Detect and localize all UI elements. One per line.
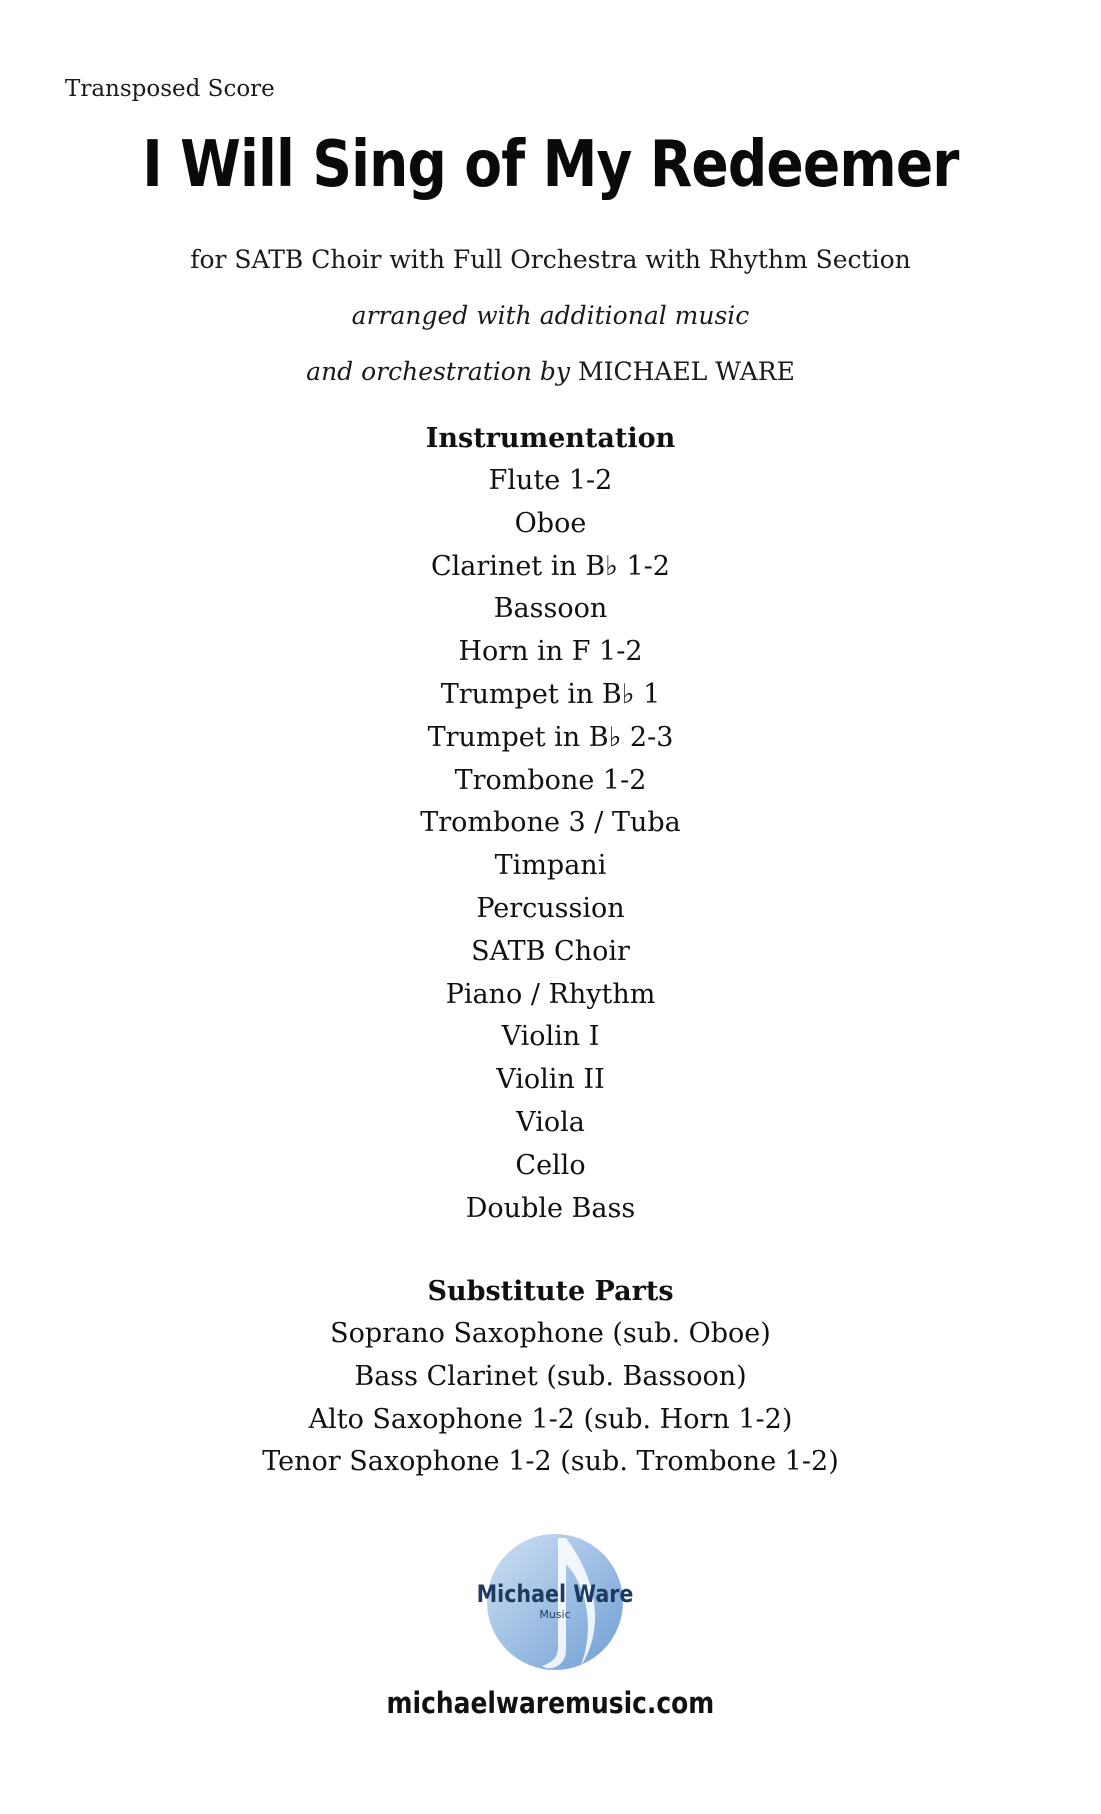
instrument-item: Timpani xyxy=(494,850,607,882)
logo-name: Michael Ware xyxy=(476,1580,634,1609)
instrumentation-heading: Instrumentation xyxy=(425,423,676,454)
instrument-item: Trumpet in B♭ 2-3 xyxy=(427,721,674,753)
subtitle: for SATB Choir with Full Orchestra with Rhythm Section xyxy=(190,245,911,274)
instrument-item: Clarinet in B♭ 1-2 xyxy=(431,550,670,582)
instrument-item: Double Bass xyxy=(465,1192,636,1224)
orchestration-line xyxy=(0,357,1101,386)
substitute-item: Soprano Saxophone (sub. Oboe) xyxy=(330,1318,771,1349)
substitute-parts-section xyxy=(0,1270,1101,1484)
substitute-item: Bass Clarinet (sub. Bassoon) xyxy=(354,1360,747,1392)
arranged-line: arranged with additional music xyxy=(351,301,750,330)
instrument-item: Bassoon xyxy=(493,593,608,625)
logo-mark xyxy=(470,1530,640,1680)
instrument-item: Horn in F 1-2 xyxy=(458,636,643,668)
instrument-item: SATB Choir xyxy=(471,935,630,967)
orchestration-prefix: and orchestration by xyxy=(306,357,571,386)
instrument-item: Trumpet in B♭ 1 xyxy=(440,678,661,710)
instrument-item: Piano / Rhythm xyxy=(445,978,656,1010)
score-type-label: Transposed Score xyxy=(65,76,275,102)
michael-ware-music-logo xyxy=(470,1530,640,1680)
instrument-item: Violin II xyxy=(496,1064,605,1096)
instrumentation-section xyxy=(0,417,1101,1230)
substitute-parts-heading: Substitute Parts xyxy=(427,1276,674,1307)
logo-subline: Music xyxy=(539,1608,571,1621)
substitute-item: Tenor Saxophone 1-2 (sub. Trombone 1-2) xyxy=(262,1446,839,1478)
page-title: I Will Sing of My Redeemer xyxy=(142,128,959,202)
instrument-item: Trombone 1-2 xyxy=(454,764,647,796)
arranger-name: MICHAEL WARE xyxy=(577,357,795,386)
instrument-item: Cello xyxy=(515,1149,586,1181)
instrument-item: Viola xyxy=(516,1106,585,1138)
instrument-item: Oboe xyxy=(514,507,587,539)
website-link[interactable]: michaelwaremusic.com xyxy=(386,1686,715,1720)
instrument-item: Percussion xyxy=(476,892,625,924)
instrument-item: Flute 1-2 xyxy=(488,465,613,496)
instrument-item: Trombone 3 / Tuba xyxy=(420,807,681,839)
instrument-item: Violin I xyxy=(501,1021,600,1053)
substitute-item: Alto Saxophone 1-2 (sub. Horn 1-2) xyxy=(308,1403,793,1435)
